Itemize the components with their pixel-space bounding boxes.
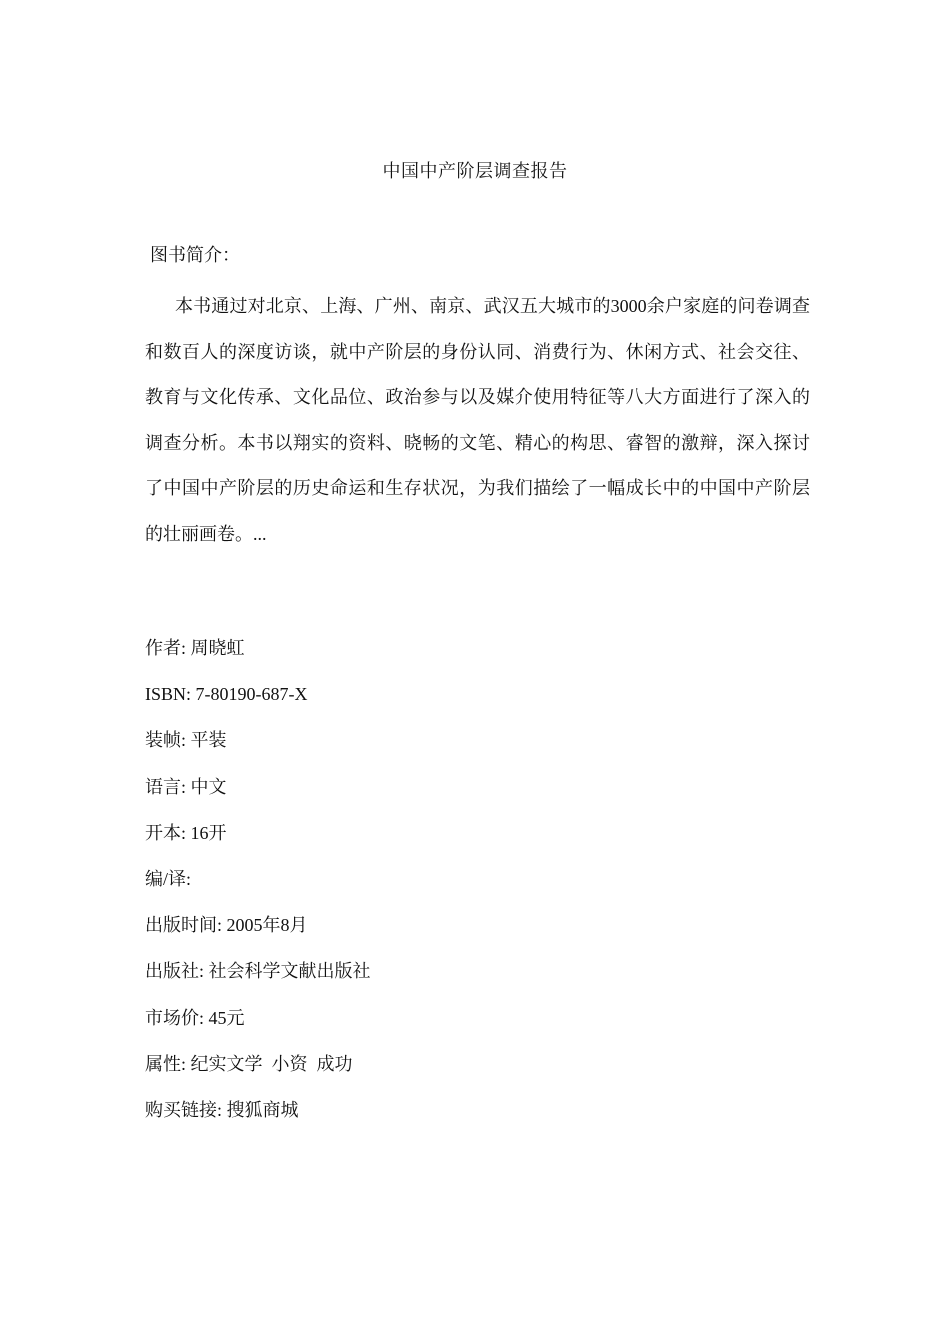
meta-pub-date: 出版时间: 2005年8月	[145, 915, 308, 936]
meta-format: 开本: 16开	[145, 822, 227, 843]
meta-binding: 装帧: 平装	[145, 730, 227, 751]
document-title: 中国中产阶层调查报告	[382, 161, 568, 181]
meta-translator: 编/译:	[145, 868, 192, 889]
meta-purchase-link: 购买链接: 搜狐商城	[145, 1099, 299, 1120]
meta-language: 语言: 中文	[145, 776, 227, 797]
meta-publisher: 出版社: 社会科学文献出版社	[145, 961, 371, 982]
intro-heading: 图书简介：	[150, 245, 240, 265]
intro-paragraph: 本书通过对北京、上海、广州、南京、武汉五大城市的3000余户家庭的问卷调查和数百人的深度访谈，就中产阶层的身份认同、消费行为、休闲方式、社会交往、教育与文化传承、文化品位、政治参与以及媒介使用特征等八大方面进行了深入的调查分析。本书以翔实的资料、晓畅的文笔、精心的构思、睿智的激辩，深入探讨了中国中产阶层的历史命运和生存状况，为我们描绘了一幅成长中的中国中产阶层的壮丽画卷。...	[145, 296, 810, 544]
meta-author: 作者: 周晓虹	[145, 638, 245, 658]
meta-isbn: ISBN: 7-80190-687-X	[145, 684, 308, 705]
book-metadata-list	[145, 635, 371, 1143]
meta-price: 市场价: 45元	[145, 1007, 245, 1028]
meta-attributes: 属性: 纪实文学 小资 成功	[145, 1053, 353, 1074]
